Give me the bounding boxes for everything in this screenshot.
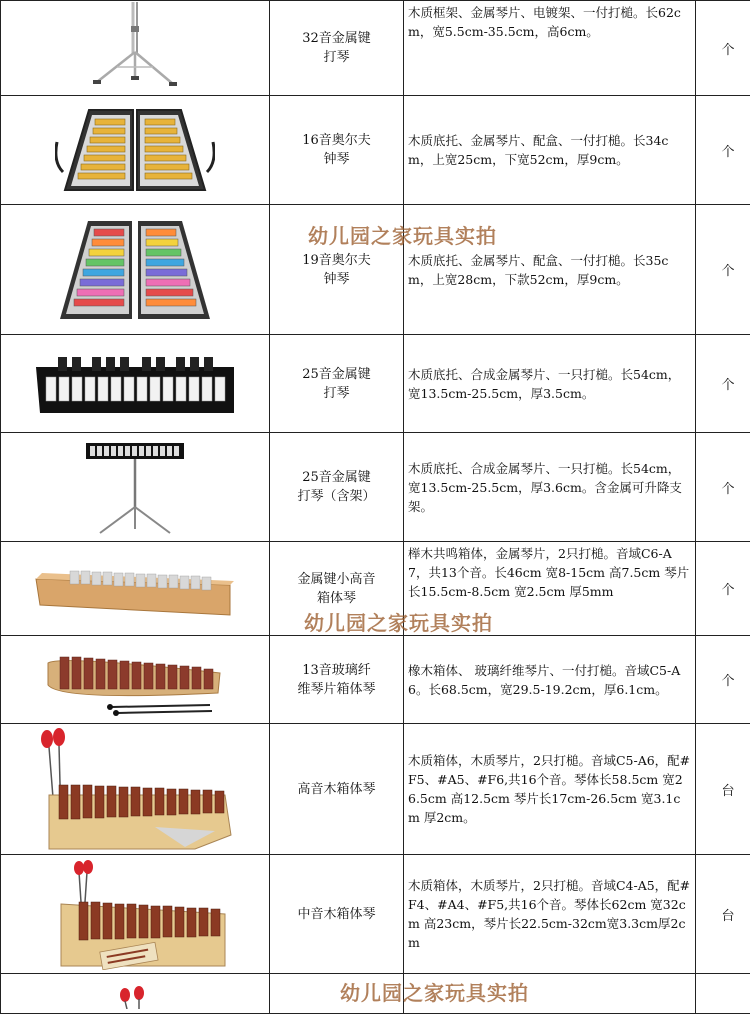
table-row xyxy=(1,724,750,855)
fiberglass-xylophone-icon xyxy=(40,643,230,717)
product-unit-cell xyxy=(696,335,750,433)
product-name-cell xyxy=(270,205,404,335)
product-desc-cell xyxy=(404,96,696,205)
product-image-cell xyxy=(1,96,270,205)
product-name-cell xyxy=(270,855,404,974)
mallet-icon xyxy=(105,979,165,1009)
product-unit: 个 xyxy=(721,145,734,160)
product-name: 25音金属键打琴（含架） xyxy=(297,468,377,506)
product-name-cell xyxy=(270,96,404,205)
product-unit-cell xyxy=(696,542,750,636)
product-name-cell xyxy=(270,636,404,724)
product-name-cell xyxy=(270,724,404,855)
product-description: 榉木共鸣箱体，金属琴片，2只打槌。音域C6-A7，共13个音。长46cm 宽8-15cm 高7.5cm 琴片长15.5cm-8.5cm 宽2.5cm 厚5mm xyxy=(408,544,691,601)
table-row xyxy=(1,636,750,724)
product-description: 橡木箱体、 玻璃纤维琴片、一付打槌。音域C5-A6。长68.5cm，宽29.5-19.2cm，厚6.1cm。 xyxy=(408,661,691,699)
product-image-cell xyxy=(1,724,270,855)
product-unit-cell xyxy=(696,724,750,855)
product-name-cell xyxy=(270,433,404,542)
product-unit: 个 xyxy=(721,378,734,393)
color-glockenspiel-in-case-icon xyxy=(50,215,220,325)
table-row xyxy=(1,433,750,542)
product-description: 木质箱体，木质琴片，2只打槌。音域C5-A6，配#F5、#A5、#F6,共16个音。琴体长58.5cm 宽26.5cm 高12.5cm 琴片长17cm-26.5cm 宽3.1cm 厚2cm。 xyxy=(408,751,691,827)
product-name: 32音金属键打琴 xyxy=(297,29,377,67)
watermark: 幼儿园之家玩具实拍 xyxy=(304,607,493,636)
product-description: 木质底托、合成金属琴片、一只打槌。长54cm，宽13.5cm-25.5cm，厚3.5cm。 xyxy=(408,365,691,403)
product-description: 木质箱体，木质琴片，2只打槌。音域C4-A5，配#F4、#A4、#F5,共16个音。琴体长62cm 宽32cm 高23cm，琴片长22.5cm-32cm宽3.3cm厚2cm xyxy=(408,876,691,952)
glockenspiel-on-stand-icon xyxy=(75,2,195,94)
product-name-cell xyxy=(270,1,404,96)
table-row xyxy=(1,542,750,636)
product-unit-cell xyxy=(696,1,750,96)
product-unit-cell xyxy=(696,974,750,1014)
table-row xyxy=(1,1,750,96)
product-image-cell xyxy=(1,335,270,433)
product-unit: 个 xyxy=(721,264,734,279)
product-unit: 台 xyxy=(721,909,734,924)
soprano-metallophone-icon xyxy=(30,559,240,619)
product-unit-cell xyxy=(696,433,750,542)
table-row xyxy=(1,335,750,433)
product-name: 25音金属键打琴 xyxy=(297,365,377,403)
product-name: 高音木箱体琴 xyxy=(297,780,377,799)
product-name: 19音奥尔夫钟琴 xyxy=(297,251,377,289)
product-desc-cell xyxy=(404,542,696,636)
product-unit: 个 xyxy=(721,43,734,58)
product-image-cell xyxy=(1,205,270,335)
product-name: 中音木箱体琴 xyxy=(297,905,377,924)
product-desc-cell xyxy=(404,1,696,96)
alto-wooden-xylophone-icon xyxy=(35,858,235,970)
product-name: 13音玻璃纤维琴片箱体琴 xyxy=(297,661,377,699)
table-row-partial xyxy=(1,974,750,1014)
watermark: 幼儿园之家玩具实拍 xyxy=(340,977,529,1006)
product-unit: 个 xyxy=(721,583,734,598)
product-description: 木质底托、金属琴片、配盒、一付打槌。长34cm，上宽25cm，下宽52cm，厚9cm。 xyxy=(408,131,691,169)
product-image-cell xyxy=(1,542,270,636)
product-name-cell xyxy=(270,974,404,1014)
product-name-cell xyxy=(270,335,404,433)
soprano-wooden-xylophone-icon xyxy=(35,727,235,851)
product-image-cell xyxy=(1,855,270,974)
product-unit-cell xyxy=(696,855,750,974)
product-desc-cell xyxy=(404,724,696,855)
table-row xyxy=(1,96,750,205)
product-image-cell xyxy=(1,433,270,542)
product-image-cell xyxy=(1,636,270,724)
product-desc-cell xyxy=(404,855,696,974)
product-description: 木质框架、金属琴片、电镀架、一付打槌。长62cm，宽5.5cm-35.5cm，高6cm。 xyxy=(408,3,691,41)
product-desc-cell xyxy=(404,335,696,433)
product-unit-cell xyxy=(696,205,750,335)
product-name: 金属键小高音箱体琴 xyxy=(297,570,377,608)
product-description: 木质底托、金属琴片、配盒、一付打槌。长35cm，上宽28cm，下款52cm，厚9cm。 xyxy=(408,251,691,289)
product-unit: 个 xyxy=(721,674,734,689)
product-desc-cell xyxy=(404,974,696,1014)
product-unit-cell xyxy=(696,636,750,724)
table-row xyxy=(1,205,750,335)
glockenspiel-with-stand-icon xyxy=(80,437,190,537)
glockenspiel-in-case-icon xyxy=(55,102,215,198)
product-desc-cell xyxy=(404,433,696,542)
product-unit-cell xyxy=(696,96,750,205)
table-row xyxy=(1,855,750,974)
product-unit: 个 xyxy=(721,482,734,497)
product-desc-cell xyxy=(404,636,696,724)
product-description: 木质底托、合成金属琴片、一只打槌。长54cm，宽13.5cm-25.5cm，厚3.6cm。含金属可升降支架。 xyxy=(408,459,691,516)
product-image-cell xyxy=(1,974,270,1014)
product-desc-cell xyxy=(404,205,696,335)
product-image-cell xyxy=(1,1,270,96)
product-name: 16音奥尔夫钟琴 xyxy=(297,131,377,169)
watermark: 幼儿园之家玩具实拍 xyxy=(308,220,497,249)
product-unit: 台 xyxy=(721,784,734,799)
metal-keyboard-glockenspiel-icon xyxy=(30,349,240,419)
product-name-cell xyxy=(270,542,404,636)
